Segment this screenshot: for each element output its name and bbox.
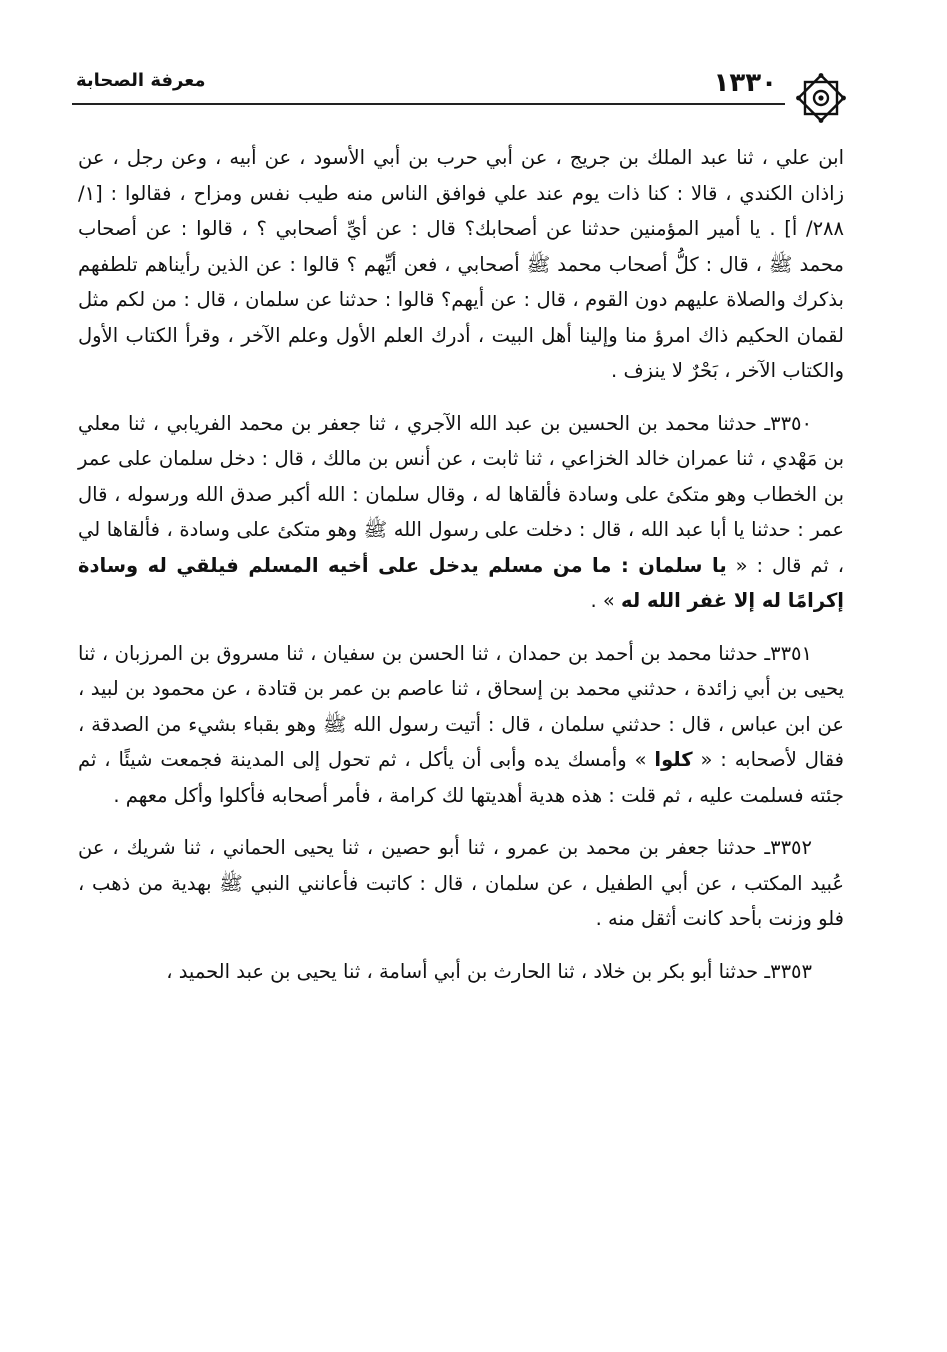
- text-run: ٣٣٥٣ـ حدثنا أبو بكر بن خلاد ، ثنا الحارث بن أبي أسامة ، ثنا يحيى بن عبد الحميد ،: [166, 959, 812, 983]
- hadith-paragraph-3350: [78, 406, 844, 619]
- text-paragraph: [78, 140, 844, 389]
- hadith-paragraph-3352: [78, 830, 844, 937]
- hadith-paragraph-3353: [78, 954, 844, 990]
- text-run: » .: [590, 589, 622, 612]
- hadith-paragraph-3351: [78, 636, 844, 814]
- page-header: [72, 60, 847, 106]
- octagram-ornament-icon: [795, 72, 847, 124]
- text-run: » وأمسك يده وأبى أن يأكل ، ثم تحول إلى المدينة فجمعت شيئًا ، ثم جئته فسلمت عليه ، ثم قلت : هذه هدية أهديتها لك كرامة ، فأمر أصحابه فأكلوا وأكل معهم .: [78, 748, 844, 807]
- header-rule: [72, 103, 785, 105]
- text-run: ٣٣٥١ـ حدثنا محمد بن أحمد بن حمدان ، ثنا الحسن بن سفيان ، ثنا مسروق بن المرزبان ، ثنا يحيى بن أبي زائدة ، حدثني محمد بن إسحاق ، ثنا عاصم بن عمر بن قتادة ، عن محمود بن لبيد ، عن ابن عباس ، قال : حدثني سلمان ، قال : أتيت رسول الله ﷺ وهو بقباء بشيء من الصدقة ، فقال لأصحابه : «: [78, 641, 844, 771]
- prophetic-saying: كلوا: [654, 748, 693, 771]
- page-number: ١٣٣٠: [713, 68, 777, 98]
- body-text: [78, 140, 844, 989]
- text-run: ٣٣٥٢ـ حدثنا جعفر بن محمد بن عمرو ، ثنا أبو حصين ، ثنا يحيى الحماني ، ثنا شريك ، عن عُبيد المكتب ، عن أبي الطفيل ، عن سلمان ، قال : كاتبت فأعانني النبي ﷺ بهدية من ذهب ، فلو وزنت بأحد كانت أثقل منه .: [78, 836, 844, 930]
- running-title: معرفة الصحابة: [76, 70, 206, 91]
- text-run: ابن علي ، ثنا عبد الملك بن جريج ، عن أبي حرب بن أبي الأسود ، عن أبيه ، وعن رجل ، عن زاذان الكندي ، قالا : كنا ذات يوم عند علي فوافق الناس منه طيب نفس ومزاح ، فقالوا : [١/ ٢٨٨/ أ] . يا أمير المؤمنين حدثنا عن أصحابك؟ قال : عن أيِّ أصحابي ؟ ، قالوا : عن أصحاب محمد ﷺ ، قال : كلُّ أصحاب محمد ﷺ أصحابي ، فعن أيِّهم ؟ قالوا : عن الذين رأيناهم تلطفهم بذكرك والصلاة عليهم دون القوم ، قال : عن أيهم؟ قالوا : حدثنا عن سلمان ، قال : من لكم مثل لقمان الحكيم ذاك امرؤ منا وإلينا أهل البيت ، أدرك العلم الأول وعلم الآخر ، وقرأ الكتاب الأول والكتاب الآخر ، بَحْرٌ لا ينزف .: [78, 146, 844, 382]
- text-run: ٣٣٥٠ـ حدثنا محمد بن الحسين بن عبد الله الآجري ، ثنا جعفر بن محمد الفريابي ، ثنا معلي بن مَهْدي ، ثنا عمران خالد الخزاعي ، ثنا ثابت ، عن أنس بن مالك ، قال : دخل سلمان على عمر بن الخطاب وهو متكئ على وسادة فألقاها له ، وقال سلمان : الله أكبر صدق الله ورسوله ، قال عمر : حدثنا يا أبا عبد الله ، قال : دخلت على رسول الله ﷺ وهو متكئ على وسادة ، فألقاها لي ، ثم قال : «: [78, 411, 844, 577]
- prophetic-saying: يا سلمان : ما من مسلم يدخل على أخيه المسلم فيلقي له وسادة إكرامًا له إلا غفر الله له: [78, 553, 844, 612]
